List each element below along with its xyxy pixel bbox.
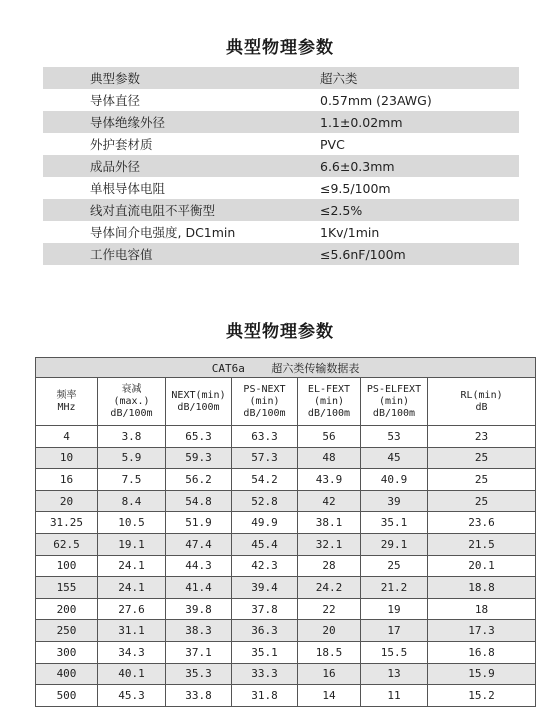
param-row [43,221,519,243]
table-caption [36,358,536,378]
table-cell: 35.3 [166,663,232,685]
table-cell: 40.1 [98,663,166,685]
table-cell: 38.3 [166,620,232,642]
table-cell: 23 [428,426,536,448]
param-row [43,155,519,177]
table-cell: 18.8 [428,577,536,599]
table-cell: 21.2 [361,577,428,599]
table-cell: 39.4 [232,577,298,599]
param-value: ≤9.5/100m [320,177,519,199]
param-label: 导体直径 [43,89,320,111]
column-header-line: NEXT(min) [171,389,226,401]
param-row [43,89,519,111]
table-cell: 42.3 [232,555,298,577]
table-cell: 10.5 [98,512,166,534]
table-cell: 13 [361,663,428,685]
table-cell: 7.5 [98,469,166,491]
table-cell: 11 [361,685,428,707]
table-cell: 59.3 [166,447,232,469]
table-cell: 24.1 [98,577,166,599]
table-cell: 52.8 [232,490,298,512]
table-cell: 300 [36,641,98,663]
table-cell: 15.2 [428,685,536,707]
table-cell: 31.25 [36,512,98,534]
table-cell: 62.5 [36,533,98,555]
table-cell: 43.9 [298,469,361,491]
column-header [98,378,166,426]
table-cell: 100 [36,555,98,577]
table-cell: 35.1 [232,641,298,663]
param-label: 成品外径 [43,155,320,177]
column-header [232,378,298,426]
column-header-line: dB/100m [372,407,416,419]
physical-params-title: 典型物理参数 [226,38,334,58]
table-cell: 44.3 [166,555,232,577]
table-row [36,598,536,620]
table-cell: 45.3 [98,685,166,707]
table-cell: 41.4 [166,577,232,599]
param-label: 线对直流电阻不平衡型 [43,199,320,221]
column-header-line: dB/100m [110,407,153,419]
param-value: ≤5.6nF/100m [320,243,519,265]
param-value: 0.57mm (23AWG) [320,89,519,111]
table-cell: 27.6 [98,598,166,620]
table-cell: 17 [361,620,428,642]
table-cell: 500 [36,685,98,707]
table-cell: 45 [361,447,428,469]
table-cell: 21.5 [428,533,536,555]
table-row [36,663,536,685]
table-cell: 36.3 [232,620,298,642]
table-row [36,469,536,491]
table-row [36,620,536,642]
table-cell: 24.2 [298,577,361,599]
table-cell: 35.1 [361,512,428,534]
column-header [361,378,428,426]
table-cell: 25 [361,555,428,577]
table-cell: 54.2 [232,469,298,491]
table-cell: 16 [298,663,361,685]
param-row [43,177,519,199]
param-label: 外护套材质 [43,133,320,155]
table-cell: 19.1 [98,533,166,555]
param-row [43,67,519,89]
table-cell: 200 [36,598,98,620]
table-cell: 56.2 [166,469,232,491]
table-cell: 24.1 [98,555,166,577]
table-row [36,490,536,512]
table-cell: 32.1 [298,533,361,555]
table-row [36,533,536,555]
table-cell: 40.9 [361,469,428,491]
table-cell: 49.9 [232,512,298,534]
table-cell: 8.4 [98,490,166,512]
table-cell: 22 [298,598,361,620]
table-row [36,641,536,663]
column-header-line: MHz [57,401,76,413]
table-row [36,577,536,599]
table-cell: 16 [36,469,98,491]
table-cell: 38.1 [298,512,361,534]
param-label: 单根导体电阻 [43,177,320,199]
table-row [36,555,536,577]
table-cell: 45.4 [232,533,298,555]
column-header-line: (min) [249,395,280,407]
table-cell: 18.5 [298,641,361,663]
column-header [428,378,536,426]
table-row [36,447,536,469]
table-cell: 18 [428,598,536,620]
table-cell: 19 [361,598,428,620]
param-value: ≤2.5% [320,199,519,221]
table-cell: 4 [36,426,98,448]
column-header-line: dB/100m [177,401,220,413]
table-cell: 31.8 [232,685,298,707]
table-cell: 5.9 [98,447,166,469]
column-header-line: dB/100m [307,407,351,419]
table-cell: 25 [428,490,536,512]
table-cell: 20 [36,490,98,512]
table-cell: 15.9 [428,663,536,685]
column-header-line: EL-FEXT [307,383,351,395]
table-cell: 250 [36,620,98,642]
table-cell: 42 [298,490,361,512]
column-header [166,378,232,426]
table-cell: 28 [298,555,361,577]
column-header-line: PS-NEXT [243,383,286,395]
table-cell: 25 [428,469,536,491]
column-header-line: (min) [313,395,345,407]
table-cell: 65.3 [166,426,232,448]
table-cell: 14 [298,685,361,707]
column-header [36,378,98,426]
table-cell: 57.3 [232,447,298,469]
caption-code: CAT6a [211,361,245,375]
param-value: 超六类 [320,67,519,89]
table-cell: 31.1 [98,620,166,642]
table-cell: 400 [36,663,98,685]
table-cell: 51.9 [166,512,232,534]
table-cell: 25 [428,447,536,469]
table-cell: 155 [36,577,98,599]
table-row [36,512,536,534]
caption-text: 超六类传输数据表 [271,361,360,375]
param-row [43,243,519,265]
table-cell: 37.8 [232,598,298,620]
column-header-line: dB/100m [243,407,286,419]
column-header [298,378,361,426]
param-value: 1Kv/1min [320,221,519,243]
param-row [43,199,519,221]
param-value: 1.1±0.02mm [320,111,519,133]
table-cell: 23.6 [428,512,536,534]
param-row [43,133,519,155]
column-header-line: 频率 [56,389,77,401]
column-header-line: (max.) [113,395,150,407]
table-row [36,685,536,707]
param-row [43,111,519,133]
column-header-line: (min) [378,395,410,407]
table-cell: 54.8 [166,490,232,512]
table-row [36,426,536,448]
param-label: 导体间介电强度, DC1min [43,221,320,243]
table-cell: 33.8 [166,685,232,707]
table-cell: 33.3 [232,663,298,685]
transmission-title: 典型物理参数 [226,322,334,342]
cat6a-transmission-table [35,357,536,707]
table-cell: 39 [361,490,428,512]
table-cell: 39.8 [166,598,232,620]
table-cell: 20.1 [428,555,536,577]
param-label: 典型参数 [43,67,320,89]
column-header-line: dB [475,401,488,413]
param-label: 工作电容值 [43,243,320,265]
table-cell: 16.8 [428,641,536,663]
physical-params-table [43,67,519,265]
table-cell: 48 [298,447,361,469]
table-cell: 37.1 [166,641,232,663]
table-cell: 47.4 [166,533,232,555]
column-header-line: PS-ELFEXT [366,383,422,395]
table-cell: 15.5 [361,641,428,663]
table-cell: 56 [298,426,361,448]
table-cell: 17.3 [428,620,536,642]
table-cell: 63.3 [232,426,298,448]
table-cell: 3.8 [98,426,166,448]
table-cell: 10 [36,447,98,469]
param-label: 导体绝缘外径 [43,111,320,133]
column-header-line: 衰减 [121,383,142,395]
table-cell: 53 [361,426,428,448]
param-value: 6.6±0.3mm [320,155,519,177]
column-header-line: RL(min) [460,389,503,401]
table-cell: 20 [298,620,361,642]
table-cell: 34.3 [98,641,166,663]
table-cell: 29.1 [361,533,428,555]
param-value: PVC [320,133,519,155]
